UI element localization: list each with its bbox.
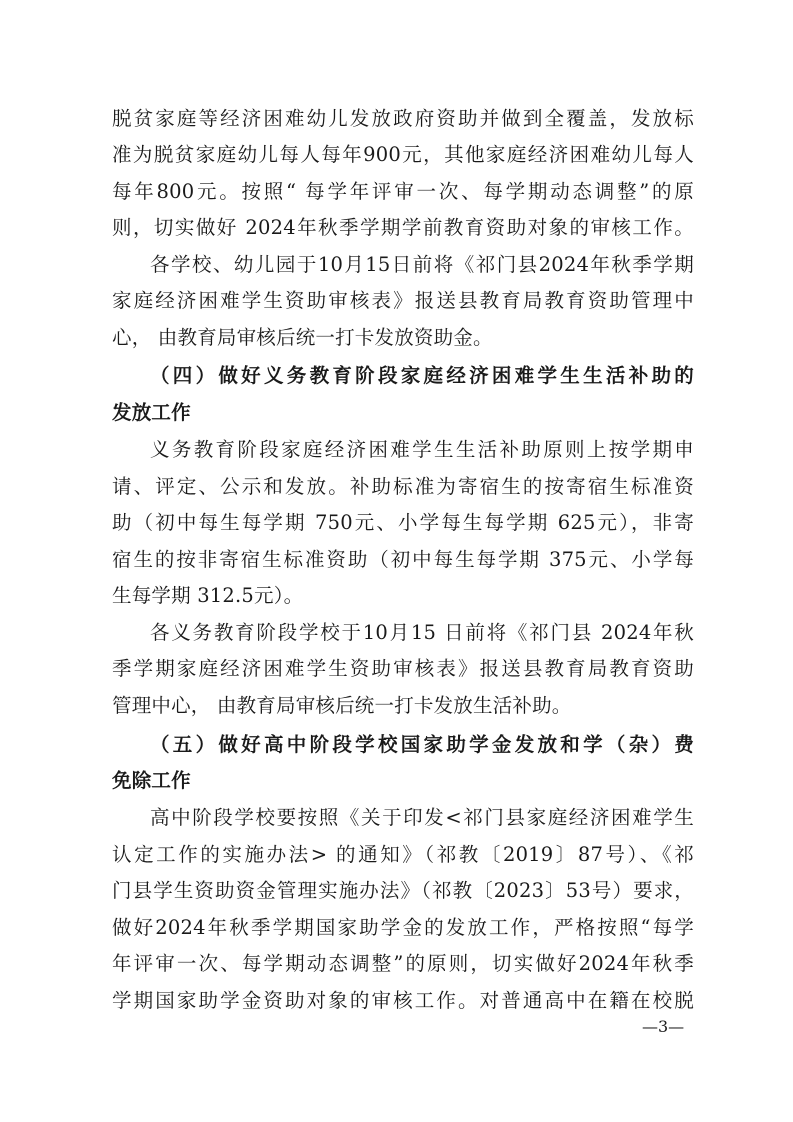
- body-text-line: 宿生的按非寄宿生标准资助（初中每生每学期 375元、小学每: [112, 548, 694, 571]
- body-text-line: 做好2024年秋季学期国家助学金的发放工作，严格按照“每学: [112, 916, 694, 939]
- body-text-line: 心， 由教育局审核后统一打卡发放资助金。: [112, 326, 493, 349]
- section-heading: （四）做好义务教育阶段家庭经济困难学生生活补助的: [150, 364, 694, 387]
- body-text-line: 各义务教育阶段学校于10月15 日前将《祁门县 2024年秋: [150, 621, 694, 644]
- body-text-line: 季学期家庭经济困难学生资助审核表》报送县教育局教育资助: [112, 657, 694, 680]
- body-text-line: 学期国家助学金资助对象的审核工作。对普通高中在籍在校脱: [112, 989, 694, 1012]
- body-text-line: 高中阶段学校要按照《关于印发<祁门县家庭经济困难学生: [150, 806, 694, 829]
- body-text-line: 脱贫家庭等经济困难幼儿发放政府资助并做到全覆盖，发放标: [112, 107, 694, 130]
- body-text-line: 准为脱贫家庭幼儿每人每年900元，其他家庭经济困难幼儿每人: [112, 143, 694, 166]
- body-text-line: 管理中心， 由教育局审核后统一打卡发放生活补助。: [112, 694, 572, 717]
- body-text-line: 助（初中每生每学期 750元、小学每生每学期 625元），非寄: [112, 511, 694, 534]
- section-heading: （五）做好高中阶段学校国家助学金发放和学（杂）费: [150, 733, 694, 756]
- body-text-line: 生每学期 312.5元）。: [112, 584, 304, 607]
- body-text-line: 家庭经济困难学生资助审核表》报送县教育局教育资助管理中: [112, 289, 694, 312]
- body-text-line: 义务教育阶段家庭经济困难学生生活补助原则上按学期申: [150, 438, 694, 461]
- body-text-line: 每年800元。按照“ 每学年评审一次、每学期动态调整”的原: [112, 180, 694, 203]
- body-text-line: 门县学生资助资金管理实施办法》（祁教〔2023〕53号）要求，: [112, 879, 694, 902]
- page-number: —3—: [642, 1017, 685, 1036]
- body-text-line: 各学校、幼儿园于10月15日前将《祁门县2024年秋季学期: [150, 253, 694, 276]
- section-heading: 发放工作: [112, 401, 191, 424]
- section-heading: 免除工作: [112, 769, 191, 792]
- body-text-line: 认定工作的实施办法> 的通知》（祁教〔2019〕87号）、《祁: [112, 843, 694, 866]
- body-text-line: 年评审一次、每学期动态调整”的原则，切实做好2024年秋季: [112, 952, 694, 975]
- body-text-line: 则，切实做好 2024年秋季学期学前教育资助对象的审核工作。: [112, 216, 694, 239]
- body-text-line: 请、评定、公示和发放。补助标准为寄宿生的按寄宿生标准资: [112, 475, 694, 498]
